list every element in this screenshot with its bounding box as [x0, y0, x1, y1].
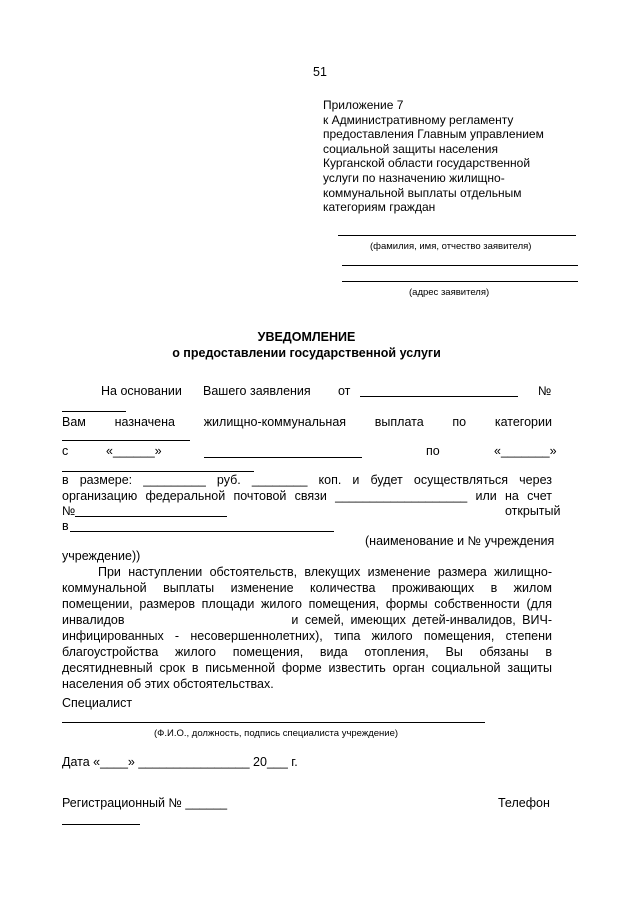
- applicant-name-line[interactable]: [338, 235, 576, 236]
- application-number-field[interactable]: [62, 411, 126, 412]
- appendix-line: Курганской области государственной: [323, 156, 531, 171]
- post-office-line: организацию федеральной почтовой связи ___________________ или на счет: [62, 489, 552, 503]
- end-day-field[interactable]: «_______»: [494, 444, 557, 458]
- start-month-field[interactable]: [204, 457, 362, 458]
- body-word: Вам: [62, 415, 86, 429]
- phone-field[interactable]: [62, 824, 140, 825]
- appendix-line: Приложение 7: [323, 98, 404, 112]
- date-field[interactable]: Дата «____» ________________ 20___ г.: [62, 755, 298, 769]
- body-text: На основании: [101, 384, 182, 398]
- specialist-label: Специалист: [62, 696, 133, 710]
- page-number: 51: [313, 65, 327, 79]
- paragraph-line: помещении, размеров площади жилого помещения, формы собственности (для: [62, 597, 552, 611]
- paragraph-line: инфицированных - несовершеннолетних), типа жилого помещения, степени: [62, 629, 552, 643]
- paragraph-line: благоустройства жилого помещения, вида отопления, Вы обязаны в: [62, 645, 552, 659]
- body-word: по: [452, 415, 467, 429]
- institution-field[interactable]: [70, 531, 334, 532]
- institution-caption: (наименование и № учреждения: [365, 534, 555, 548]
- appendix-line: категориям граждан: [323, 200, 436, 215]
- body-word: категории: [494, 415, 552, 429]
- paragraph-line: инвалидов и семей, имеющих детей-инвалидов, ВИЧ-: [62, 613, 552, 627]
- appendix-line: социальной защиты населения: [323, 141, 498, 156]
- phone-label: Телефон: [498, 796, 550, 810]
- application-date-field[interactable]: [360, 396, 518, 397]
- body-text: Вашего заявления: [203, 384, 311, 398]
- body-text: с: [62, 444, 69, 458]
- body-line-2: [62, 414, 552, 430]
- category-field[interactable]: [62, 440, 190, 441]
- paragraph-line: населения об этих обстоятельствах.: [62, 677, 274, 691]
- applicant-address-line-1[interactable]: [342, 265, 578, 266]
- registration-number-field[interactable]: Регистрационный № ______: [62, 796, 228, 810]
- specialist-signature-line[interactable]: [62, 722, 485, 723]
- paragraph-line: десятидневный срок в письменной форме известить орган социальной защиты: [62, 661, 552, 675]
- appendix-line: к Административному регламенту: [323, 112, 514, 127]
- document-subtitle: о предоставлении государственной услуги: [172, 346, 441, 360]
- body-word: выплата: [374, 415, 424, 429]
- body-text: №: [62, 504, 76, 518]
- payment-amount-line: в размере: _________ руб. ________ коп. и будет осуществляться через: [62, 473, 552, 487]
- account-number-field[interactable]: [75, 516, 227, 517]
- body-text: от: [338, 384, 351, 398]
- institution-caption-end: учреждение)): [62, 549, 141, 563]
- start-day-field[interactable]: «______»: [106, 444, 162, 458]
- body-text: №: [538, 384, 552, 398]
- paragraph-line: При наступлении обстоятельств, влекущих изменение размера жилищно-: [98, 565, 552, 579]
- applicant-address-caption: (адрес заявителя): [409, 287, 490, 298]
- body-word: жилищно-коммунальная: [203, 415, 347, 429]
- applicant-address-line-2[interactable]: [342, 281, 578, 282]
- specialist-caption: (Ф.И.О., должность, подпись специалиста учреждение): [154, 728, 399, 739]
- body-text: открытый: [505, 504, 561, 518]
- document-title: УВЕДОМЛЕНИЕ: [257, 330, 356, 344]
- body-text: в: [62, 519, 69, 533]
- applicant-name-caption: (фамилия, имя, отчество заявителя): [370, 241, 532, 252]
- appendix-line: предоставления Главным управлением: [323, 127, 544, 142]
- body-text: по: [426, 444, 440, 458]
- appendix-block: [323, 98, 544, 215]
- body-word: назначена: [114, 415, 175, 429]
- appendix-line: коммунальной выплаты отдельным: [323, 185, 522, 200]
- paragraph-line: коммунальной выплаты изменение количества проживающих в жилом: [62, 581, 552, 595]
- appendix-line: услуги по назначению жилищно-: [323, 170, 505, 185]
